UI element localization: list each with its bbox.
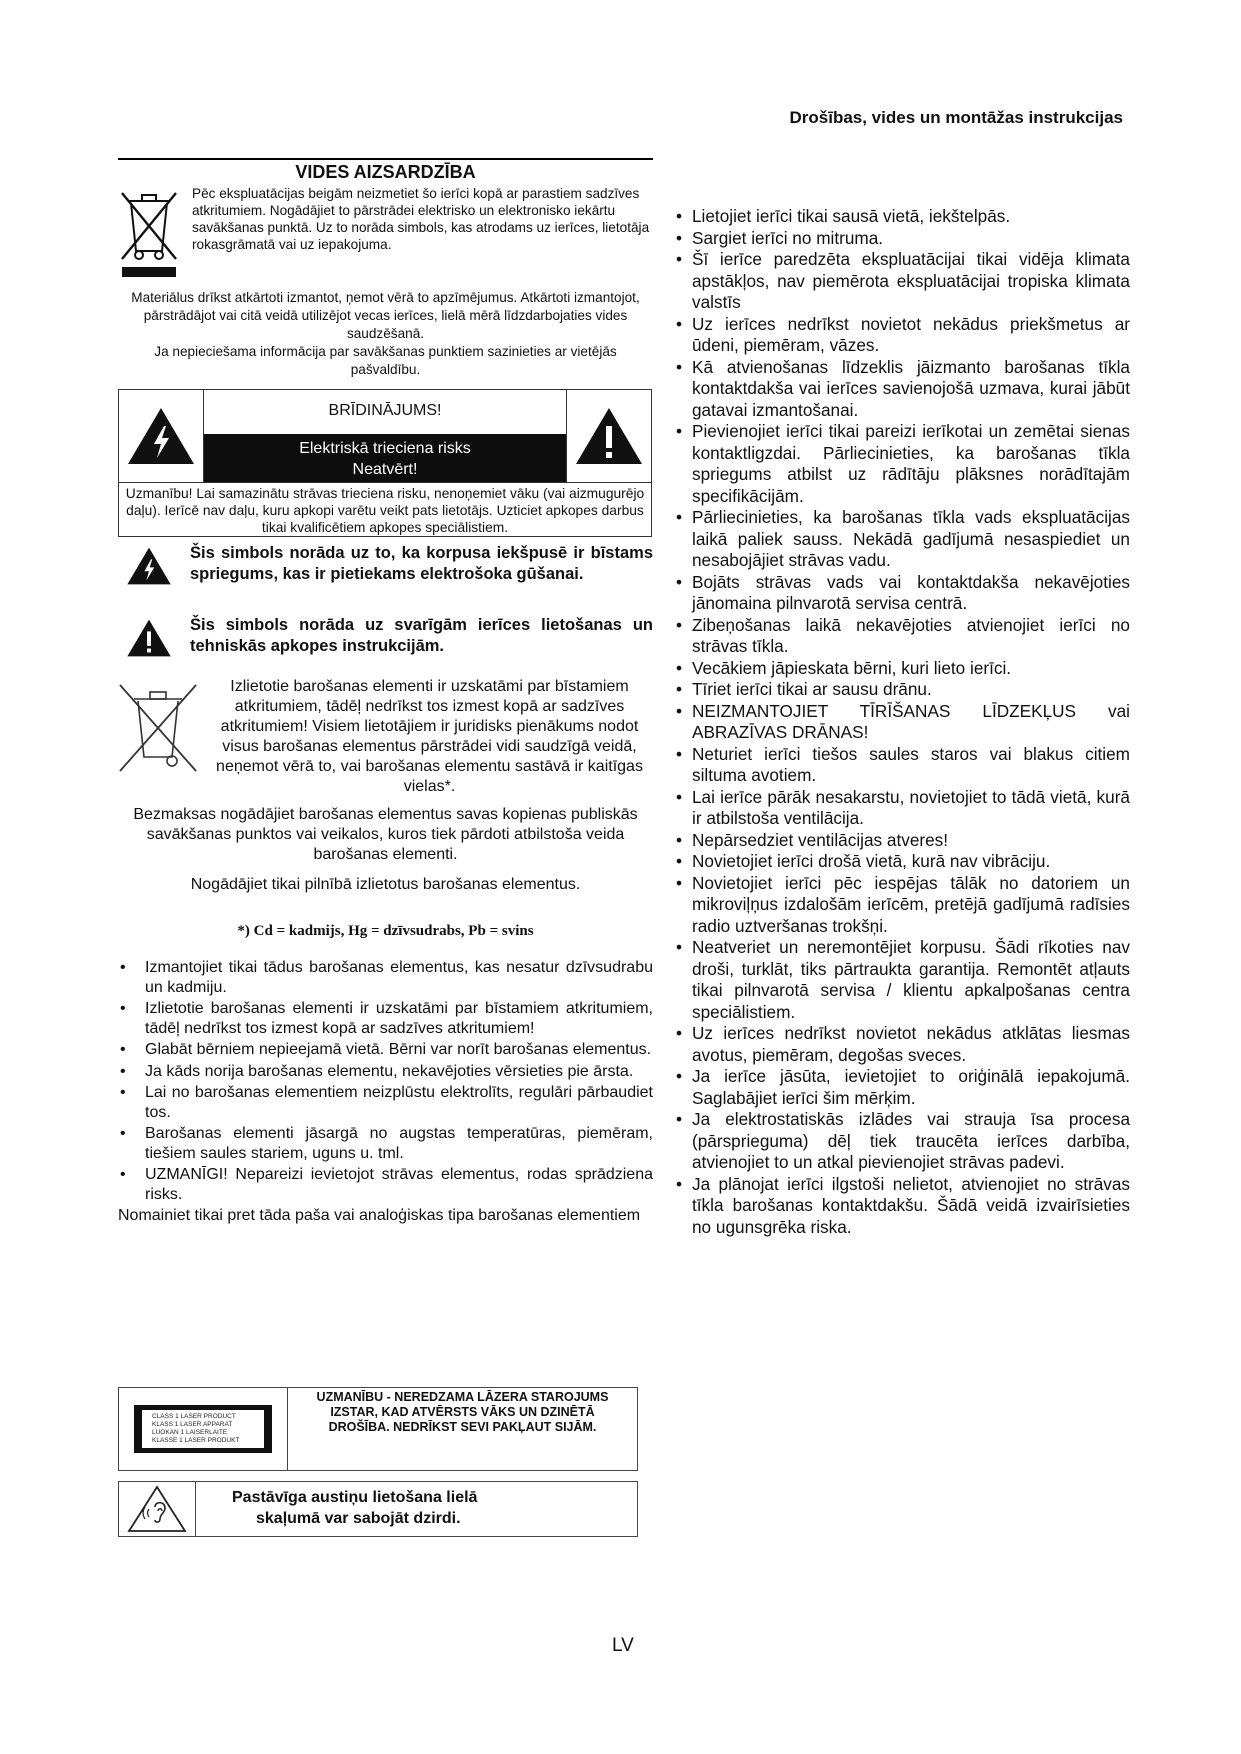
warning-title: BRĪDINĀJUMS! xyxy=(328,402,442,419)
safety-bullets xyxy=(676,206,1130,1238)
laser-warning-box xyxy=(118,1387,638,1471)
list-item: • Vecākiem jāpieskata bērni, kuri lieto ierīci. xyxy=(676,658,1130,680)
weee-bin-icon xyxy=(118,185,184,281)
battery-replace: Nomainiet tikai pret tāda paša vai analoģiskas tipa barošanas elementiem xyxy=(118,1207,641,1224)
info-text: Ja nepieciešama informācija par savākšanas punktiem sazinieties ar vietējās pašvaldību. xyxy=(154,344,617,377)
voltage-symbol-row xyxy=(118,543,653,589)
exclamation-icon xyxy=(118,615,180,661)
list-item: • Lai ierīce pārāk nesakarstu, novietojiet to tādā vietā, kurā ir atbilstoša ventilācija. xyxy=(676,787,1130,830)
metals-footnote: *) Cd = kadmijs, Hg = dzīvsudrabs, Pb = svins xyxy=(237,923,534,939)
list-item: • Ja elektrostatiskās izlādes vai strauja īsa procesa (pārsprieguma) dēļ tiek traucēta ierīces darbība, atvienojiet to un atkal pievienojiet strāvas padevi. xyxy=(676,1109,1130,1174)
lightning-warning-icon xyxy=(119,390,203,482)
list-item: • Izmantojiet tikai tādus barošanas elementus, kas nesatur dzīvsudrabu un kadmiju. xyxy=(118,958,653,997)
laser-text-line1: UZMANĪBU - NEREDZAMA LĀZERA STAROJUMS xyxy=(316,1390,609,1404)
list-item: • Lai no barošanas elementiem neizplūstu elektrolīts, regulāri pārbaudiet tos. xyxy=(118,1083,653,1122)
list-item: • Novietojiet ierīci drošā vietā, kurā nav vibrāciju. xyxy=(676,851,1130,873)
list-item: • Sargiet ierīci no mitruma. xyxy=(676,228,1130,250)
hearing-warning-icon xyxy=(119,1482,196,1536)
list-item: • Ja ierīce jāsūta, ievietojiet to oriģinālā iepakojumā. Saglabājiet ierīci šim mērķim. xyxy=(676,1066,1130,1109)
exclamation-warning-icon xyxy=(567,390,651,482)
battery-block xyxy=(118,677,653,797)
list-item: • Uz ierīces nedrīkst novietot nekādus priekšmetus ar ūdeni, piemēram, vāzes. xyxy=(676,314,1130,357)
list-item: • Neturiet ierīci tiešos saules staros vai blakus citiem siltuma avotiem. xyxy=(676,744,1130,787)
warning-body: Uzmanību! Lai samazinātu strāvas trieciena risku, nenoņemiet vāku (vai aizmugurējo daļu). Ierīcē nav daļu, kuru apkopi varētu veikt pats lietotājs. Uzticiet apkopes darbus tikai kvalificētiem apkopes speciālistiem. xyxy=(125,486,645,535)
laser-label-line: KLASS 1 LASER APPARAT xyxy=(152,1421,233,1428)
instructions-symbol-row xyxy=(118,615,653,661)
environment-title: VIDES AIZSARDZĪBA xyxy=(118,158,653,183)
right-column xyxy=(676,206,1130,1238)
laser-label-line: LUOKAN 1 LAISERLAITE xyxy=(152,1429,228,1436)
list-item: • NEIZMANTOJIET TĪRĪŠANAS LĪDZEKĻUS vai ABRAZĪVAS DRĀNAS! xyxy=(676,701,1130,744)
hearing-text-line1: Pastāvīga austiņu lietošana lielā xyxy=(232,1489,478,1506)
weee-block xyxy=(118,185,653,281)
list-item: • Barošanas elementi jāsargā no augstas temperatūras, piemēram, tiešiem saules stariem, uguns u. tml. xyxy=(118,1124,653,1163)
list-item: • Tīriet ierīci tikai ar sausu drānu. xyxy=(676,679,1130,701)
left-column xyxy=(118,158,653,1226)
list-item: • Pārliecinieties, ka barošanas tīkla vads ekspluatācijas laikā paliek sauss. Nekādā gadījumā nesaspiediet un nesabojājiet strāvas vadu. xyxy=(676,507,1130,572)
hearing-text-line2: skaļumā var sabojāt dzirdi. xyxy=(256,1510,461,1527)
page-header: Drošības, vides un montāžas instrukcijas xyxy=(789,108,1123,127)
battery-bin-icon xyxy=(118,677,206,797)
list-item: • Nepārsedziet ventilācijas atveres! xyxy=(676,830,1130,852)
list-item: • Glabāt bērniem nepieejamā vietā. Bērni var norīt barošanas elementus. xyxy=(118,1040,653,1060)
list-item: • Ja plānojat ierīci ilgstoši nelietot, atvienojiet no strāvas tīkla barošanas kontaktdakšu. Šādā veidā izvairīsieties no ugunsgrēka riska. xyxy=(676,1174,1130,1239)
list-item: • Novietojiet ierīci pēc iespējas tālāk no datoriem un mikroviļņus izdalošām ierīcēm, pretējā gadījumā radīsies radio uztveršanas trokšņi. xyxy=(676,873,1130,938)
list-item: • Neatveriet un neremontējiet korpusu. Šādi rīkoties nav droši, turklāt, tiks pārtraukta garantija. Remontēt atļauts tikai pilnvarotā servisa / klientu apkalpošanas centra speciālistiem. xyxy=(676,937,1130,1023)
list-item: • Kā atvienošanas līdzeklis jāizmanto barošanas tīkla kontaktdakša vai ierīces savienojošā uzmava, kurai jābūt gatavai izmantošanai. xyxy=(676,357,1130,422)
hearing-warning-box xyxy=(118,1481,638,1537)
list-item: • UZMANĪGI! Nepareizi ievietojot strāvas elementus, rodas sprādziena risks. xyxy=(118,1165,653,1204)
warning-risk: Elektriskā trieciena risks xyxy=(299,440,471,457)
laser-label-line: CLASS 1 LASER PRODUCT xyxy=(152,1413,236,1420)
laser-class-label xyxy=(119,1388,288,1470)
voltage-symbol-text: Šis simbols norāda uz to, ka korpusa iekšpusē ir bīstams spriegums, kas ir pietiekams elektrošoka gūšanai. xyxy=(190,544,653,583)
laser-text-line3: DROŠĪBA. NEDRĪKST SEVI PAKĻAUT SIJĀM. xyxy=(328,1420,597,1434)
instructions-symbol-text: Šis simbols norāda uz svarīgām ierīces lietošanas un tehniskās apkopes instrukcijām. xyxy=(190,616,653,655)
battery-free-disposal: Bezmaksas nogādājiet barošanas elementus savas kopienas publiskās savākšanas punktos vai veikalos, kuros tiek pārdoti atbilstoša veida barošanas elementi. xyxy=(133,806,638,863)
list-item: • Zibeņošanas laikā nekavējoties atvienojiet ierīci no strāvas tīkla. xyxy=(676,615,1130,658)
battery-only-empty: Nogādājiet tikai pilnībā izlietotus barošanas elementus. xyxy=(190,876,581,893)
list-item: • Uz ierīces nedrīkst novietot nekādus atklātas liesmas avotus, piemēram, degošas sveces. xyxy=(676,1023,1130,1066)
materials-text: Materiālus drīkst atkārtoti izmantot, ņemot vērā to apzīmējumus. Atkārtoti izmantojot, pārstrādājot vai citā veidā utilizējot vecas ierīces, lielā mērā līdzdarbojaties vides saudzēšanā. xyxy=(131,290,640,341)
list-item: • Izlietotie barošanas elementi ir uzskatāmi par bīstamiem atkritumiem, tādēļ nedrīkst tos izmest kopā ar sadzīves atkritumiem! xyxy=(118,999,653,1038)
laser-label-line: KLASSE 1 LASER PRODUKT xyxy=(152,1437,240,1444)
lightning-icon xyxy=(118,543,180,589)
language-code: LV xyxy=(612,1635,634,1656)
laser-text-line2: IZSTAR, KAD ATVĒRSTS VĀKS UN DZINĒTĀ xyxy=(330,1405,595,1419)
battery-bullets xyxy=(118,958,653,1204)
list-item: • Lietojiet ierīci tikai sausā vietā, iekštelpās. xyxy=(676,206,1130,228)
weee-text: Pēc ekspluatācijas beigām neizmetiet šo ierīci kopā ar parastiem sadzīves atkritumiem. Nogādājiet to pārstrādei elektrisko un elektronisko iekārtu savākšanas punktā. Uz to norāda simbols, kas atrodams uz ierīces, lietotāja rokasgrāmatā vai uz iepakojuma. xyxy=(192,186,650,252)
battery-hazard-text: Izlietotie barošanas elementi ir uzskatāmi par bīstamiem atkritumiem, tādēļ nedrīkst tos izmest kopā ar sadzīves atkritumiem! Visiem lietotājiem ir juridisks pienākums nodot visus barošanas elementus pārstrādei vidi saudzīgā veidā, neņemot vērā to, vai barošanas elementu sastāvā ir kaitīgas vielas*. xyxy=(216,678,643,795)
list-item: • Ja kāds norija barošanas elementu, nekavējoties vērsieties pie ārsta. xyxy=(118,1062,653,1082)
list-item: • Pievienojiet ierīci tikai pareizi ierīkotai un zemētai sienas kontaktligzdai. Pārliecinieties, ka barošanas tīkla spriegums atbilst uz rādītāju plāksnes norādītajām specifikācijām. xyxy=(676,421,1130,507)
list-item: • Bojāts strāvas vads vai kontaktdakša nekavējoties jānomaina pilnvarotā servisa centrā. xyxy=(676,572,1130,615)
warning-box xyxy=(118,389,652,537)
list-item: • Šī ierīce paredzēta ekspluatācijai tikai vidēja klimata apstākļos, nav piemērota ekspluatācijai tropiska klimata valstīs xyxy=(676,249,1130,314)
warning-do-not-open: Neatvērt! xyxy=(352,461,418,478)
